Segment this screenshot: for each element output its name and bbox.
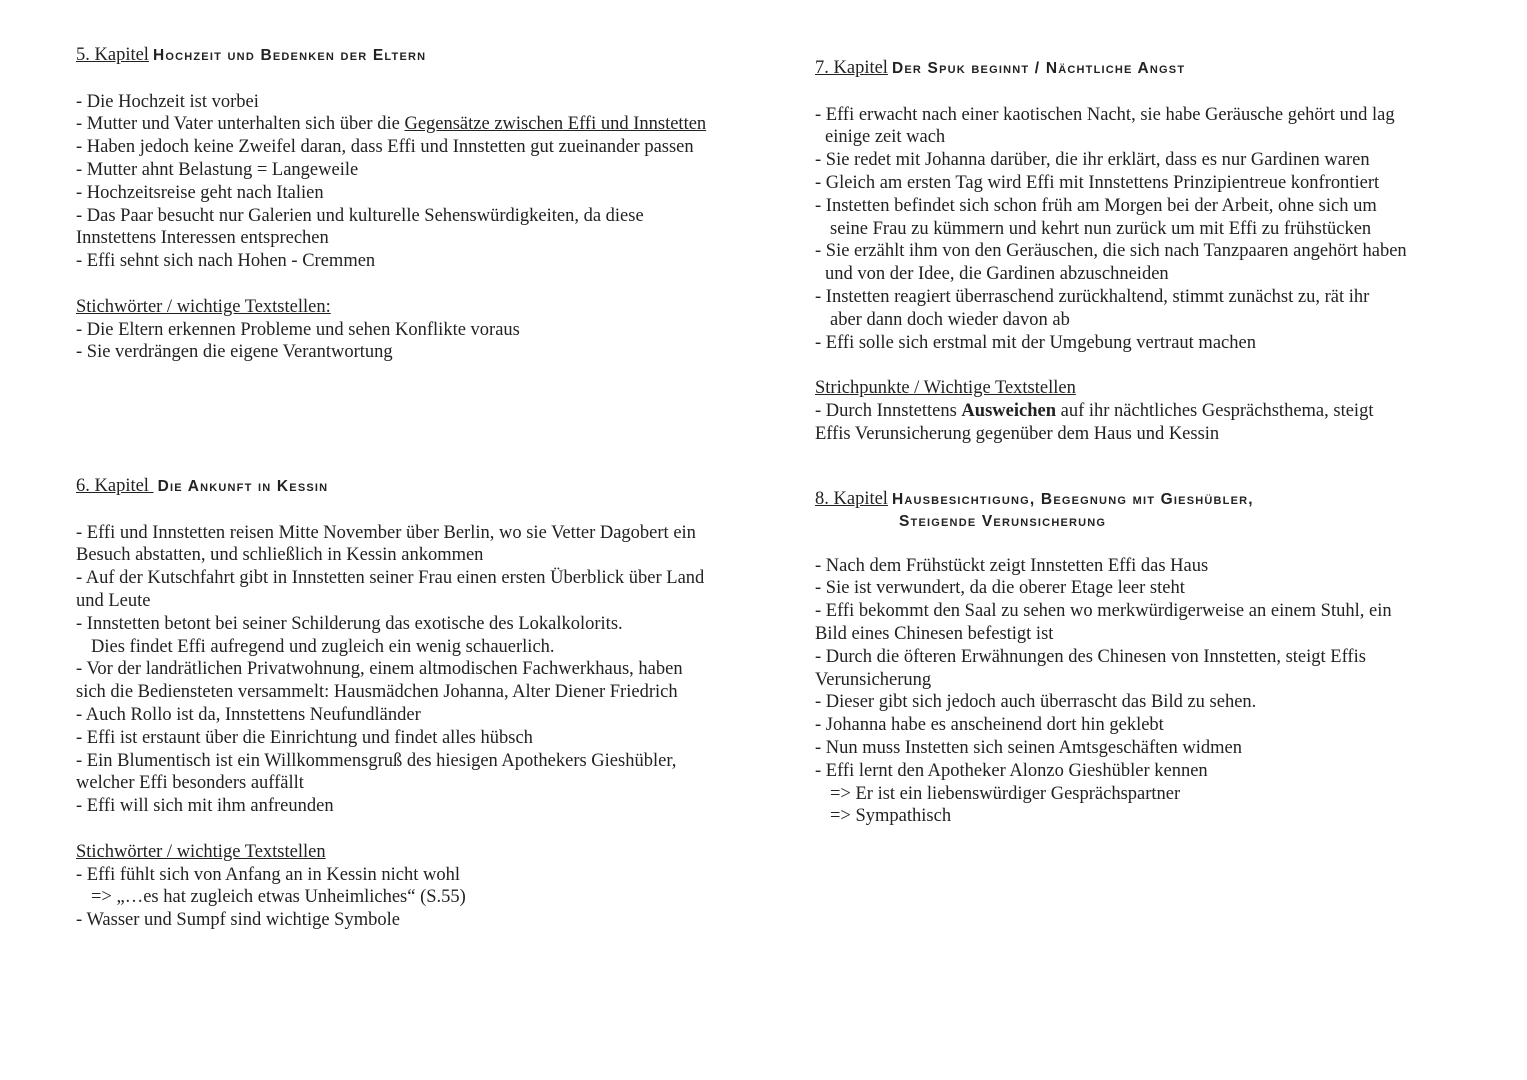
chapter-8-line: - Nach dem Frühstückt zeigt Innstetten Effi das Haus bbox=[815, 555, 1209, 576]
chapter-6-keyword: => „…es hat zugleich etwas Unheimliches“ (S.55) bbox=[91, 887, 466, 908]
chapter-7-line: - Sie erzählt ihm von den Geräuschen, die sich nach Tanzpaaren angehört haben bbox=[815, 241, 1407, 262]
chapter-8-line: Verunsicherung bbox=[815, 669, 932, 690]
chapter-8-line: - Dieser gibt sich jedoch auch überrascht das Bild zu sehen. bbox=[815, 692, 1257, 713]
chapter-7-number: 7. Kapitel bbox=[815, 58, 888, 78]
chapter-8-line: => Er ist ein liebenswürdiger Gesprächspartner bbox=[830, 783, 1181, 804]
chapter-7-line: - Sie redet mit Johanna darüber, die ihr erklärt, dass es nur Gardinen waren bbox=[815, 150, 1370, 171]
chapter-5-line: Innstettens Interessen entsprechen bbox=[76, 228, 329, 249]
chapter-8-line: - Durch die öfteren Erwähnungen des Chinesen von Innstetten, steigt Effis bbox=[815, 646, 1366, 667]
chapter-5-number: 5. Kapitel bbox=[76, 45, 149, 65]
chapter-6-line: - Auch Rollo ist da, Innstettens Neufundländer bbox=[76, 704, 421, 725]
chapter-6-keyword: - Wasser und Sumpf sind wichtige Symbole bbox=[76, 910, 400, 931]
chapter-5-line: - Effi sehnt sich nach Hohen - Cremmen bbox=[76, 251, 376, 272]
chapter-6-line: - Auf der Kutschfahrt gibt in Innstetten seiner Frau einen ersten Überblick über Land bbox=[76, 568, 705, 589]
chapter-5-line: - Mutter ahnt Belastung = Langeweile bbox=[76, 159, 359, 180]
chapter-8-number: 8. Kapitel bbox=[815, 489, 888, 509]
chapter-6-line: Dies findet Effi aufregend und zugleich ein wenig schauerlich. bbox=[91, 636, 555, 657]
chapter-6-line: und Leute bbox=[76, 590, 151, 611]
chapter-7-line: - Instetten reagiert überraschend zurückhaltend, stimmt zunächst zu, rät ihr bbox=[815, 286, 1370, 307]
chapter-6-line: - Innstetten betont bei seiner Schilderung das exotische des Lokalkolorits. bbox=[76, 613, 623, 634]
chapter-7-line: einige zeit wach bbox=[825, 127, 946, 148]
chapter-5-keyword: - Die Eltern erkennen Probleme und sehen Konflikte voraus bbox=[76, 319, 520, 340]
chapter-5-line: - Mutter und Vater unterhalten sich über die Gegensätze zwischen Effi und Innstetten bbox=[76, 114, 707, 135]
chapter-5-line: - Die Hochzeit ist vorbei bbox=[76, 91, 259, 112]
chapter-8-title: Hausbesichtigung, Begegnung mit Gieshübler, bbox=[891, 491, 1254, 508]
chapter-6-line: - Vor der landrätlichen Privatwohnung, einem altmodischen Fachwerkhaus, haben bbox=[76, 659, 683, 680]
chapter-6-title: Die Ankunft in Kessin bbox=[157, 478, 329, 495]
chapter-7-line: - Gleich am ersten Tag wird Effi mit Innstettens Prinzipientreue konfrontiert bbox=[815, 172, 1380, 193]
chapter-7-keywords-heading: Strichpunkte / Wichtige Textstellen bbox=[815, 378, 1076, 399]
chapter-7 bbox=[815, 57, 1495, 446]
chapter-6-keyword: - Effi fühlt sich von Anfang an in Kessin nicht wohl bbox=[76, 864, 460, 885]
chapter-8-line: - Nun muss Instetten sich seinen Amtsgeschäften widmen bbox=[815, 737, 1242, 758]
chapter-7-keyword: Effis Verunsicherung gegenüber dem Haus und Kessin bbox=[815, 423, 1220, 444]
chapter-7-heading bbox=[815, 57, 1495, 81]
chapter-5-line: - Das Paar besucht nur Galerien und kulturelle Sehenswürdigkeiten, da diese bbox=[76, 205, 644, 226]
chapter-6-line: Besuch abstatten, und schließlich in Kessin ankommen bbox=[76, 545, 484, 566]
chapter-7-title: Der Spuk beginnt / Nächtliche Angst bbox=[891, 60, 1186, 77]
chapter-8-title-line-2: Steigende Verunsicherung bbox=[899, 512, 1107, 530]
chapter-6-line: welcher Effi besonders auffällt bbox=[76, 773, 304, 794]
chapter-7-line: und von der Idee, die Gardinen abzuschneiden bbox=[825, 264, 1169, 285]
chapter-7-line: - Effi erwacht nach einer kaotischen Nacht, sie habe Geräusche gehört und lag bbox=[815, 104, 1395, 125]
chapter-8 bbox=[815, 488, 1495, 828]
chapter-6-heading bbox=[76, 475, 756, 499]
chapter-7-keyword: - Durch Innstettens Ausweichen auf ihr nächtliches Gesprächsthema, steigt bbox=[815, 400, 1374, 421]
chapter-6-line: sich die Bediensteten versammelt: Hausmädchen Johanna, Alter Diener Friedrich bbox=[76, 682, 678, 703]
chapter-7-line: aber dann doch wieder davon ab bbox=[830, 309, 1070, 330]
chapter-6-line: - Ein Blumentisch ist ein Willkommensgruß des hiesigen Apothekers Gieshübler, bbox=[76, 750, 677, 771]
chapter-8-line: - Effi bekommt den Saal zu sehen wo merkwürdigerweise an einem Stuhl, ein bbox=[815, 601, 1392, 622]
chapter-7-line: seine Frau zu kümmern und kehrt nun zurück um mit Effi zu frühstücken bbox=[830, 218, 1372, 239]
chapter-5-line: - Hochzeitsreise geht nach Italien bbox=[76, 182, 324, 203]
chapter-6 bbox=[76, 475, 756, 932]
chapter-8-line: => Sympathisch bbox=[830, 806, 952, 827]
chapter-7-line: - Instetten befindet sich schon früh am Morgen bei der Arbeit, ohne sich um bbox=[815, 195, 1377, 216]
chapter-5-keywords-heading: Stichwörter / wichtige Textstellen: bbox=[76, 296, 331, 317]
chapter-8-line: Bild eines Chinesen befestigt ist bbox=[815, 623, 1054, 644]
chapter-5-keyword: - Sie verdrängen die eigene Verantwortung bbox=[76, 342, 393, 363]
chapter-5-title: Hochzeit und Bedenken der Eltern bbox=[152, 47, 427, 64]
chapter-5 bbox=[76, 44, 756, 364]
chapter-5-heading bbox=[76, 44, 756, 68]
chapter-7-line: - Effi solle sich erstmal mit der Umgebung vertraut machen bbox=[815, 332, 1256, 353]
chapter-6-keywords-heading: Stichwörter / wichtige Textstellen bbox=[76, 841, 326, 862]
chapter-5-line: - Haben jedoch keine Zweifel daran, dass Effi und Innstetten gut zueinander passen bbox=[76, 137, 694, 158]
chapter-8-line: - Sie ist verwundert, da die oberer Etage leer steht bbox=[815, 578, 1185, 599]
chapter-8-heading bbox=[815, 488, 1495, 512]
chapter-8-line: - Effi lernt den Apotheker Alonzo Gieshübler kennen bbox=[815, 760, 1208, 781]
chapter-6-line: - Effi will sich mit ihm anfreunden bbox=[76, 796, 334, 817]
chapter-6-number: 6. Kapitel bbox=[76, 476, 154, 496]
chapter-6-line: - Effi und Innstetten reisen Mitte November über Berlin, wo sie Vetter Dagobert ein bbox=[76, 522, 696, 543]
chapter-8-line: - Johanna habe es anscheinend dort hin geklebt bbox=[815, 715, 1164, 736]
chapter-6-line: - Effi ist erstaunt über die Einrichtung und findet alles hübsch bbox=[76, 727, 533, 748]
